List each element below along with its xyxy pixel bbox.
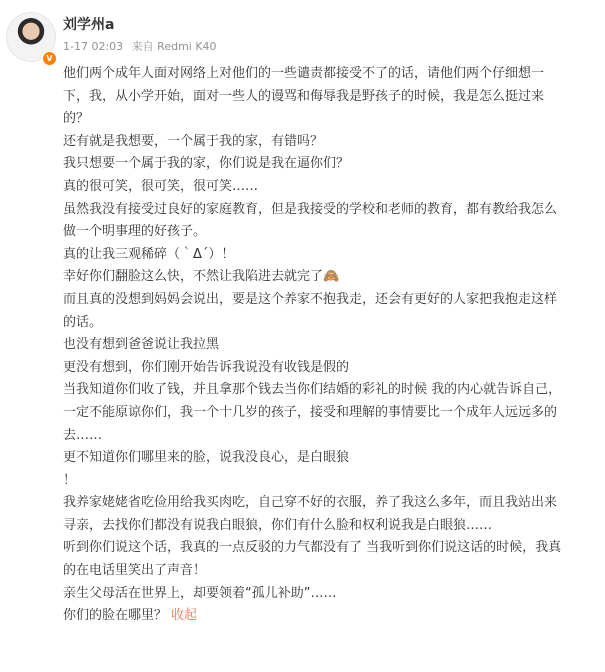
post-source: 来自 Redmi K40	[131, 40, 217, 53]
content-line	[63, 131, 603, 154]
content-line	[63, 605, 603, 628]
content-text: 寻亲，去找你们都没有说我白眼狼，你们有什么脸和权利说我是白眼狼……	[63, 517, 493, 533]
content-text: 的话。	[63, 314, 103, 330]
username[interactable]: 刘学州a	[63, 17, 115, 33]
content-text: 更不知道你们哪里来的脸，说我没良心，是白眼狼	[63, 450, 350, 466]
collapse-link[interactable]: 收起	[171, 608, 198, 624]
content-text: 我只想要一个属于我的家，你们说是我在逼你们？	[63, 156, 350, 172]
content-text: 虽然我没有接受过良好的家庭教育，但是我接受的学校和老师的教育，都有教给我怎么	[63, 201, 558, 217]
content-line	[63, 63, 603, 86]
post-meta	[63, 38, 222, 54]
post-content	[63, 63, 603, 628]
content-text: 当我知道你们收了钱，并且拿那个钱去当你们结婚的彩礼的时候 我的内心就告诉自己，	[63, 382, 562, 398]
content-line	[63, 357, 603, 380]
post-time[interactable]: 1-17 02:03	[63, 40, 124, 53]
content-text: 去……	[63, 427, 103, 443]
content-text: ！	[63, 472, 77, 488]
content-text: 做一个明事理的好孩子。	[63, 224, 207, 240]
content-line	[63, 515, 603, 538]
content-text: 而且真的没想到妈妈会说出，要是这个养家不抱我走，还会有更好的人家把我抱走这样	[63, 291, 558, 307]
content-text: 的在电话里笑出了声音！	[63, 563, 207, 579]
content-line	[63, 425, 603, 448]
content-line	[63, 176, 603, 199]
content-line	[63, 221, 603, 244]
verified-badge-icon: V	[42, 51, 57, 66]
content-line	[63, 108, 603, 131]
content-text: 亲生父母活在世界上，却要领着“孤儿补助”……	[63, 585, 337, 601]
content-line	[63, 447, 603, 470]
content-text: 下，我，从小学开始，面对一些人的谩骂和侮辱我是野孩子的时候，我是怎么挺过来	[63, 88, 545, 104]
content-text: 也没有想到爸爸说让我拉黑	[63, 337, 220, 353]
content-line	[63, 379, 603, 402]
content-line	[63, 244, 603, 267]
content-line	[63, 153, 603, 176]
content-line	[63, 470, 603, 493]
content-text: 真的让我三观稀碎（｀Δ´）！	[63, 246, 235, 262]
content-line	[63, 492, 603, 515]
content-text: 的？	[63, 111, 90, 127]
content-text: 真的很可笑，很可笑，很可笑……	[63, 178, 259, 194]
content-text: 听到你们说这个话，我真的一点反驳的力气都没有了 当我听到你们说这话的时候，我真	[63, 540, 562, 556]
content-text: 一定不能原谅你们，我一个十几岁的孩子，接受和理解的事情要比一个成年人远远多的	[63, 404, 558, 420]
content-line	[63, 312, 603, 335]
content-line	[63, 86, 603, 109]
content-text: 幸好你们翻脸这么快，不然让我陷进去就完了🙈	[63, 269, 340, 285]
content-line	[63, 402, 603, 425]
content-text: 你们的脸在哪里？	[63, 608, 168, 624]
content-text: 他们两个成年人面对网络上对他们的一些谴责都接受不了的话，请他们两个仔细想一	[63, 66, 545, 81]
content-line	[63, 266, 603, 289]
content-line	[63, 537, 603, 560]
content-line	[63, 583, 603, 606]
content-text: 更没有想到，你们刚开始告诉我说没有收钱是假的	[63, 359, 350, 375]
content-text: 还有就是我想要，一个属于我的家，有错吗？	[63, 133, 324, 149]
content-line	[63, 289, 603, 312]
avatar-wrap[interactable]	[6, 12, 56, 62]
content-line	[63, 560, 603, 583]
content-text: 我养家姥姥省吃俭用给我买肉吃，自己穿不好的衣服，养了我这么多年，而且我站出来	[63, 495, 558, 511]
content-line	[63, 334, 603, 357]
content-line	[63, 199, 603, 222]
